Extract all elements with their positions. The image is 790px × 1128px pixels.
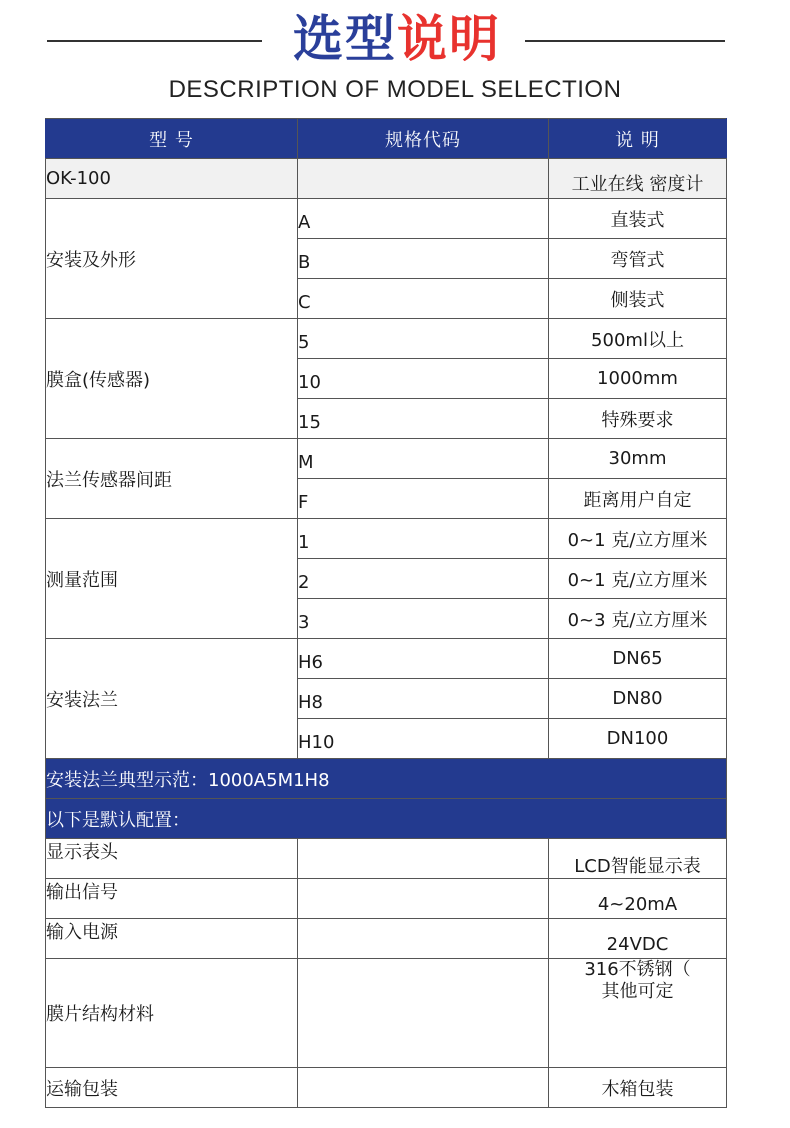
default-desc-text: LCD智能显示表: [574, 855, 701, 877]
table-row: [46, 519, 727, 559]
code-text: H8: [298, 692, 323, 713]
default-desc: [549, 879, 727, 919]
header-description: 说 明: [549, 119, 727, 159]
code-cell: [298, 199, 549, 239]
default-desc-line: 316不锈钢（: [584, 959, 691, 980]
page-header: [0, 0, 790, 110]
group-label-mounting: 安装及外形: [46, 199, 298, 319]
code-cell: [298, 239, 549, 279]
table-row: [46, 319, 727, 359]
default-label-text: 膜片结构材料: [46, 1004, 154, 1025]
code-text: M: [298, 452, 314, 473]
code-text: 3: [298, 612, 310, 633]
code-text: 2: [298, 572, 310, 593]
title-part-blue: 选型: [293, 10, 397, 68]
default-code: [298, 839, 549, 879]
default-label-text: 输出信号: [46, 881, 118, 903]
default-code: [298, 959, 549, 1068]
group-label-flange: 安装法兰: [46, 639, 298, 759]
example-banner-row: [46, 759, 727, 799]
default-label: [46, 959, 298, 1068]
table-row: [46, 839, 727, 879]
code-text: 5: [298, 332, 310, 353]
code-text: 15: [298, 412, 321, 433]
code-cell: [298, 439, 549, 479]
default-label: [46, 1068, 298, 1108]
code-text: B: [298, 252, 311, 273]
default-label: [46, 839, 298, 879]
code-text: H10: [298, 732, 335, 753]
title-rule-left: [47, 40, 262, 42]
desc-cell: 0~3 克/立方厘米: [549, 599, 727, 639]
code-text: A: [298, 212, 311, 233]
desc-cell: 侧装式: [549, 279, 727, 319]
code-cell: [298, 679, 549, 719]
code-text: C: [298, 292, 311, 313]
default-label-text: 运输包装: [46, 1078, 118, 1100]
default-desc-text: 4~20mA: [597, 894, 678, 915]
header-spec-code: 规格代码: [298, 119, 549, 159]
group-label-flange-spacing: 法兰传感器间距: [46, 439, 298, 519]
default-label-text: 显示表头: [46, 841, 118, 863]
code-cell: [298, 319, 549, 359]
code-cell: [298, 519, 549, 559]
table-row: [46, 959, 727, 1068]
group-label-range: 测量范围: [46, 519, 298, 639]
default-label: [46, 919, 298, 959]
desc-cell: 特殊要求: [549, 399, 727, 439]
code-cell: [298, 719, 549, 759]
desc-cell: 500ml以上: [549, 319, 727, 359]
code-cell: [298, 399, 549, 439]
code-text: 1: [298, 532, 310, 553]
table-row: [46, 1068, 727, 1108]
code-cell: [298, 599, 549, 639]
model-name: OK-100: [46, 159, 298, 199]
desc-cell: 0~1 克/立方厘米: [549, 519, 727, 559]
default-desc: [549, 839, 727, 879]
page-subtitle: DESCRIPTION OF MODEL SELECTION: [168, 76, 622, 103]
default-desc: 木箱包装: [549, 1068, 727, 1108]
code-text: 10: [298, 372, 321, 393]
default-desc-line: 其他可定: [601, 981, 674, 1002]
model-code: [298, 159, 549, 199]
default-desc: [549, 919, 727, 959]
code-cell: [298, 279, 549, 319]
table-header-row: [46, 119, 727, 159]
default-code: [298, 879, 549, 919]
desc-cell: 1000mm: [549, 359, 727, 399]
desc-cell: DN80: [549, 679, 727, 719]
default-desc-text: 24VDC: [606, 934, 669, 955]
code-text: F: [298, 492, 309, 513]
table-row: [46, 639, 727, 679]
title-part-red: 说明: [397, 10, 501, 68]
table-row: [46, 879, 727, 919]
code-cell: [298, 359, 549, 399]
default-label: [46, 879, 298, 919]
group-label-diaphragm: 膜盒(传感器): [46, 319, 298, 439]
desc-cell: 距离用户自定: [549, 479, 727, 519]
code-cell: [298, 639, 549, 679]
example-banner: 安装法兰典型示范：1000A5M1H8: [46, 759, 727, 799]
model-selection-table: [45, 118, 727, 1108]
default-code: [298, 919, 549, 959]
default-code: [298, 1068, 549, 1108]
model-row: [46, 159, 727, 199]
default-banner: 以下是默认配置：: [46, 799, 727, 839]
header-model: 型 号: [46, 119, 298, 159]
model-desc: [549, 159, 727, 199]
code-cell: [298, 479, 549, 519]
code-text: H6: [298, 652, 323, 673]
table-row: [46, 199, 727, 239]
desc-cell: DN65: [549, 639, 727, 679]
default-label-text: 输入电源: [46, 921, 118, 943]
desc-cell: 0~1 克/立方厘米: [549, 559, 727, 599]
title-rule-right: [525, 40, 725, 42]
desc-cell: 弯管式: [549, 239, 727, 279]
table-row: [46, 439, 727, 479]
page-title: [282, 8, 512, 70]
model-desc-text: 工业在线 密度计: [571, 173, 704, 195]
default-desc: [549, 959, 727, 1068]
default-banner-row: [46, 799, 727, 839]
table-row: [46, 919, 727, 959]
desc-cell: 直装式: [549, 199, 727, 239]
desc-cell: DN100: [549, 719, 727, 759]
desc-cell: 30mm: [549, 439, 727, 479]
code-cell: [298, 559, 549, 599]
